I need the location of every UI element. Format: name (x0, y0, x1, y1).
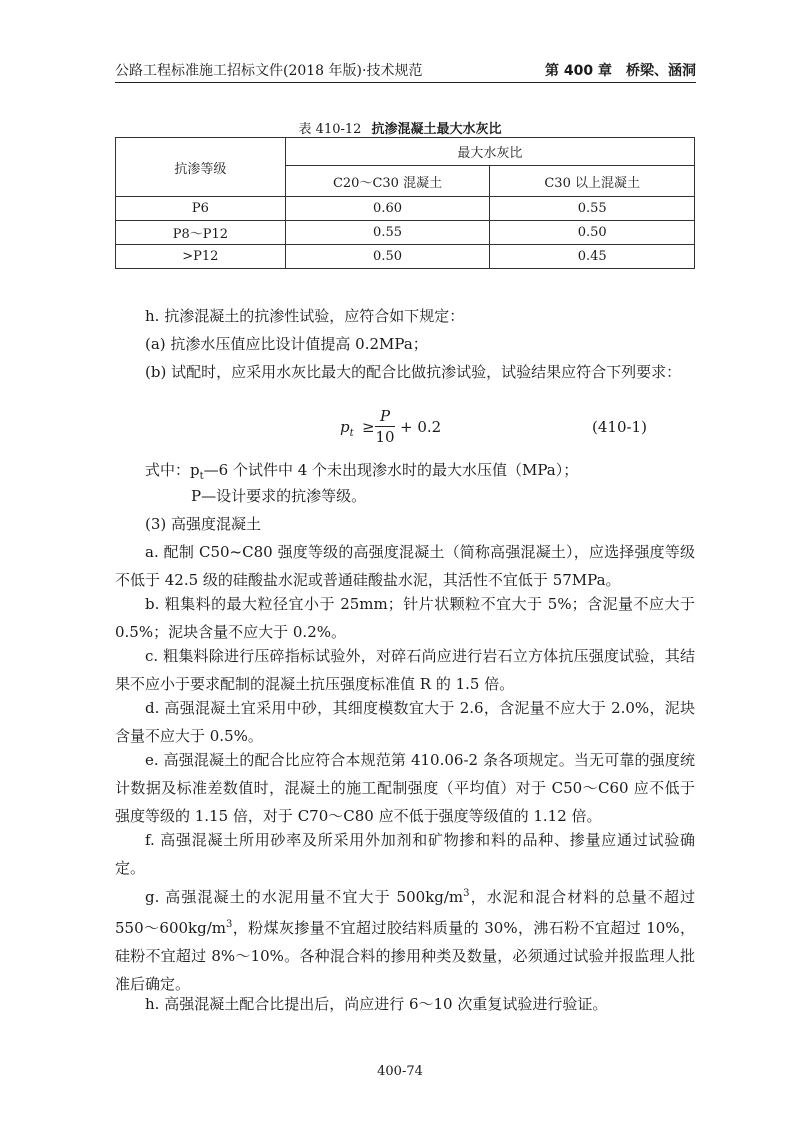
water-cement-ratio-table (115, 137, 695, 269)
formula-number: (410-1) (592, 418, 647, 436)
section-heading-high-strength: (3) 高强度混凝土 (145, 515, 262, 533)
formula-operator: ≥ (362, 418, 375, 436)
cell-ratio-a: 0.55 (285, 221, 490, 245)
paragraph-item-e-mix-ratio: e. 高强混凝土的配合比应符合本规范第 410.06-2 条各项规定。当无可靠的强度统计数据及标准差数值时，混凝土的施工配制强度（平均值）对于 C50～C60 应不低于强度等级的 1.15 倍，对于 C70～C80 应不低于强度等级值的 1.12 倍。 (115, 751, 695, 825)
formula-denominator: 10 (375, 428, 395, 446)
table-row (116, 245, 695, 269)
cell-grade: P8～P12 (116, 221, 286, 245)
table-row (116, 221, 695, 245)
header-cell-grade: 抗渗等级 (116, 138, 286, 197)
table-header-row (116, 138, 695, 166)
paragraph-item-b-aggregate: b. 粗集料的最大粒径宜小于 25mm；针片状颗粒不宜大于 5%；含泥量不应大于 0.5%；泥块含量不应大于 0.2%。 (115, 595, 695, 641)
formula-fraction (375, 406, 395, 447)
table-title: 抗渗混凝土最大水灰比 (371, 122, 502, 137)
header-chapter-title: 第 400 章 桥梁、涵洞 (545, 63, 696, 79)
table-caption (0, 118, 800, 137)
header-divider (115, 82, 696, 83)
header-cell-c20-c30: C20～C30 混凝土 (285, 166, 490, 197)
paragraph-item-g-cement: g. 高强混凝土的水泥用量不宜大于 $500kg/m^3$，水泥和混合材料的总量不超过 $550\sim 600kg/m^3$，粉煤灰掺量不宜超过胶结料质量的 30%，沸石粉不宜超过 10%，硅粉不宜超过 8%～10%。各种混合料的掺用种类及数量，必须通过试验并报监理人批准后确定。 (115, 888, 695, 993)
cell-ratio-b: 0.50 (490, 221, 695, 245)
table-number: 表 410-12 (298, 122, 362, 137)
paragraph-item-a: (a) 抗渗水压值应比设计值提高 0.2MPa； (145, 335, 428, 353)
paragraph-item-h-verification: h. 高强混凝土配合比提出后，尚应进行 6～10 次重复试验进行验证。 (145, 995, 608, 1013)
header-cell-above-c30: C30 以上混凝土 (490, 166, 695, 197)
cell-ratio-a: 0.50 (285, 245, 490, 269)
cell-ratio-b: 0.45 (490, 245, 695, 269)
formula-numerator: P (379, 407, 391, 425)
paragraph-where: 式中：$p_t—6$ 个试件中 4 个未出现渗水时的最大水压值（MPa）； (145, 461, 579, 482)
formula-tail: + 0.2 (400, 418, 442, 436)
formula-410-1 (340, 406, 700, 456)
paragraph-h-title: h. 抗渗混凝土的抗渗性试验，应符合如下规定： (145, 307, 465, 325)
page-header (115, 58, 696, 82)
paragraph-item-a-high-strength: a. 配制 C50~C80 强度等级的高强度混凝土（简称高强混凝土），应选择强度等级不低于 42.5 级的硅酸盐水泥或普通硅酸盐水泥，其活性不宜低于 57MPa。 (115, 543, 695, 589)
formula-lhs: $p_t$ (340, 418, 354, 439)
paragraph-item-d-sand: d. 高强混凝土宜采用中砂，其细度模数宜大于 2.6，含泥量不应大于 2.0%，泥块含量不应大于 0.5%。 (115, 699, 695, 745)
page-number: 400-74 (377, 1064, 423, 1079)
header-cell-max-ratio: 最大水灰比 (285, 138, 694, 166)
cell-ratio-a: 0.60 (285, 197, 490, 221)
paragraph-p-definition: P—设计要求的抗渗等级。 (191, 487, 367, 505)
cell-grade: P6 (116, 197, 286, 221)
paragraph-item-b: (b) 试配时，应采用水灰比最大的配合比做抗渗试验，试验结果应符合下列要求： (145, 363, 682, 381)
paragraph-item-f-sand-ratio: f. 高强混凝土所用砂率及所采用外加剂和矿物掺和料的品种、掺量应通过试验确定。 (115, 831, 695, 877)
paragraph-item-c-crush-test: c. 粗集料除进行压碎指标试验外，对碎石尚应进行岩石立方体抗压强度试验，其结果不应小于要求配制的混凝土抗压强度标准值 R 的 1.5 倍。 (115, 647, 695, 693)
cell-grade: >P12 (116, 245, 286, 269)
header-document-title: 公路工程标准施工招标文件(2018 年版)·技术规范 (115, 63, 423, 79)
table-row (116, 197, 695, 221)
cell-ratio-b: 0.55 (490, 197, 695, 221)
